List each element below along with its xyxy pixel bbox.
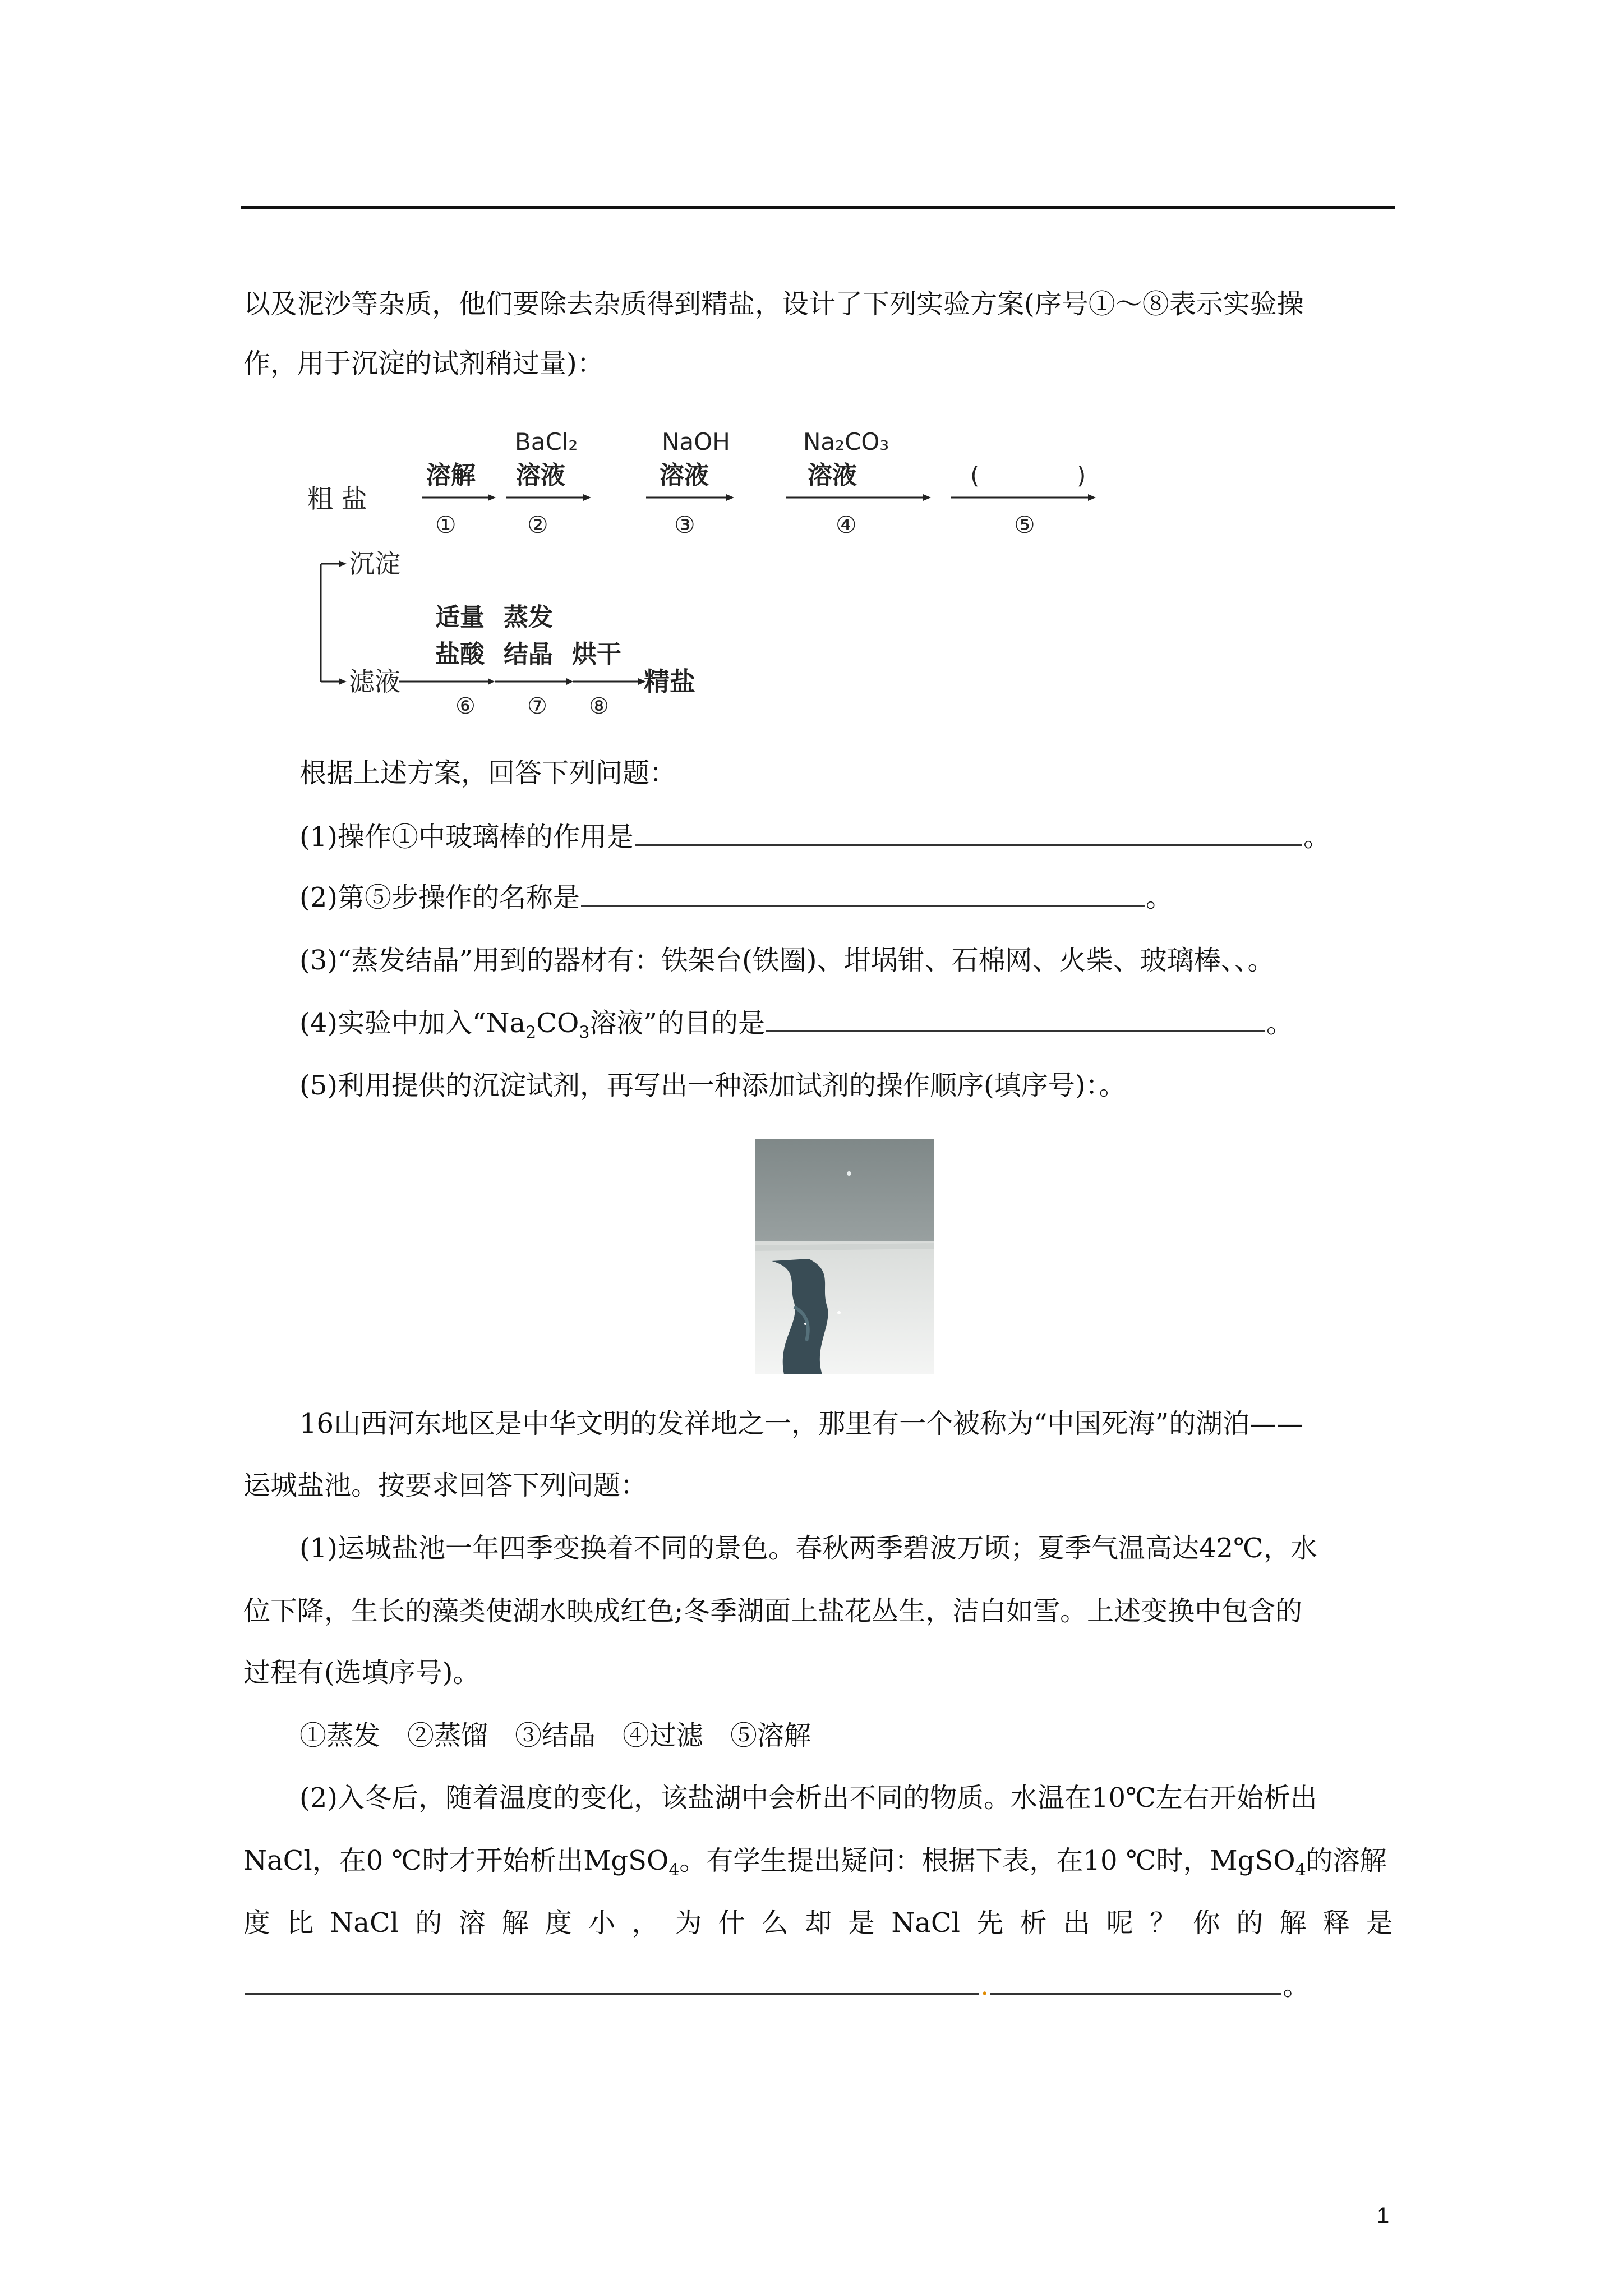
arrowhead-filtrate <box>339 678 347 685</box>
step5-number: ⑤ <box>1014 511 1035 539</box>
step2-reagent: BaCl₂ <box>515 428 578 455</box>
q16-part2-line-2-a: NaCl，在0 ℃时才开始析出MgSO <box>243 1845 669 1876</box>
q16-part2-line-2-c: 的溶解 <box>1306 1845 1387 1876</box>
step7-top: 蒸发 <box>504 603 553 632</box>
step7-bottom: 结晶 <box>504 640 553 669</box>
step3-number: ③ <box>674 511 695 539</box>
q15-part3: (3)“蒸发结晶”用到的器材有：铁架台(铁圈)、坩埚钳、石棉网、火柴、玻璃棒、、。 <box>299 945 1275 976</box>
arrowhead-1 <box>488 494 496 501</box>
q16-part2-sub-2: 4 <box>1295 1860 1306 1880</box>
q15-part4-post: 溶液”的目的是 <box>589 1007 765 1039</box>
q16-part2-line-3 <box>243 1906 1393 1940</box>
product-label: 精盐 <box>644 666 695 697</box>
word: 溶 <box>458 1907 486 1939</box>
word: ？ <box>1149 1907 1177 1939</box>
word: 的 <box>415 1907 442 1939</box>
word: 析 <box>1020 1907 1047 1939</box>
arrowhead-5 <box>1088 494 1096 501</box>
step2-text: 溶液 <box>516 461 565 490</box>
filtrate-label: 滤液 <box>349 666 400 697</box>
q16-answer-end: 。 <box>1283 1970 1310 2001</box>
word: NaCl <box>330 1907 399 1939</box>
arrowhead-6 <box>488 678 495 685</box>
q15-part4-sub2: 3 <box>579 1023 590 1043</box>
salt-lake-photo <box>755 1139 934 1374</box>
step6-bottom: 盐酸 <box>435 640 485 669</box>
arrowhead-3 <box>726 494 734 501</box>
step1-label: 溶解 <box>426 461 476 490</box>
word: 出 <box>1063 1907 1090 1939</box>
intro-line-1: 以及泥沙等杂质，他们要除去杂质得到精盐，设计了下列实验方案(序号①～⑧表示实验操 <box>243 288 1304 320</box>
word: 先 <box>976 1907 1004 1939</box>
word: 的 <box>1236 1907 1264 1939</box>
q16-part2-line-2-b: 。有学生提出疑问：根据下表，在10 ℃时，MgSO <box>679 1845 1295 1876</box>
step5-paren-open: ( <box>970 462 980 489</box>
word: ， <box>631 1907 659 1939</box>
q16-line-2: 运城盐池。按要求回答下列问题： <box>243 1470 648 1501</box>
q16-answer-blank-1 <box>245 1991 979 1995</box>
q16-answer-blank-2 <box>990 1991 1281 1995</box>
word: 是 <box>848 1907 875 1939</box>
word: 是 <box>1366 1907 1393 1939</box>
precipitate-label: 沉淀 <box>349 549 400 579</box>
word: 小 <box>588 1907 616 1939</box>
word: 释 <box>1322 1907 1350 1939</box>
arrowhead-precipitate <box>339 560 347 567</box>
q15-part2 <box>299 881 1173 914</box>
word: 为 <box>675 1907 702 1939</box>
step8-bottom: 烘干 <box>572 640 621 669</box>
q15-lead: 根据上述方案，回答下列问题： <box>299 757 677 789</box>
step7-number: ⑦ <box>527 693 547 719</box>
q15-part5: (5)利用提供的沉淀试剂，再写出一种添加试剂的操作顺序(填序号)：。 <box>299 1070 1126 1101</box>
flow-start-label: 粗 盐 <box>307 484 367 514</box>
flow-diagram <box>303 418 740 721</box>
step4-number: ④ <box>836 511 857 539</box>
q16-part2-line-1: (2)入冬后，随着温度的变化，该盐湖中会析出不同的物质。水温在10℃左右开始析出 <box>299 1782 1317 1814</box>
q16-part2-line-4 <box>243 1969 1310 2003</box>
q15-part4 <box>299 1006 1293 1050</box>
word: 解 <box>1279 1907 1307 1939</box>
q15-part2-end: 。 <box>1146 882 1173 913</box>
step3-reagent: NaOH <box>662 428 730 455</box>
q15-part4-pre: (4)实验中加入“Na <box>299 1007 526 1039</box>
header-rule <box>241 206 1395 209</box>
step3-text: 溶液 <box>660 461 709 490</box>
q16-answer-dot: . <box>980 1970 989 2001</box>
word: 解 <box>501 1907 529 1939</box>
q15-part4-end: 。 <box>1266 1007 1293 1039</box>
step2-number: ② <box>527 511 548 539</box>
step4-text: 溶液 <box>808 461 857 490</box>
word: 什 <box>718 1907 745 1939</box>
q16-part1-line-3: 过程有(选填序号)。 <box>243 1657 480 1688</box>
step4-reagent: Na₂CO₃ <box>803 428 889 455</box>
arrowhead-4 <box>923 494 931 501</box>
step6-number: ⑥ <box>455 693 476 719</box>
q15-part2-text: (2)第⑤步操作的名称是 <box>299 882 580 913</box>
q15-part4-mid: CO <box>536 1007 579 1039</box>
word: NaCl <box>891 1907 961 1939</box>
page-number: 1 <box>1377 2203 1390 2228</box>
word: 你 <box>1193 1907 1220 1939</box>
intro-line-2: 作，用于沉淀的试剂稍过量)： <box>243 348 604 379</box>
word: 度 <box>545 1907 572 1939</box>
q15-part4-blank <box>766 1028 1265 1032</box>
word: 却 <box>804 1907 832 1939</box>
q16-part2-sub-1: 4 <box>668 1860 680 1880</box>
q16-part2-line-2 <box>243 1844 1387 1888</box>
step6-top: 适量 <box>435 603 485 632</box>
arrowhead-2 <box>583 494 591 501</box>
q16-part1-line-2: 位下降，生长的藻类使湖水映成红色;冬季湖面上盐花丛生，洁白如雪。上述变换中包含的 <box>243 1595 1303 1627</box>
q16-part1-line-1: (1)运城盐池一年四季变换着不同的景色。春秋两季碧波万顷；夏季气温高达42℃，水 <box>299 1533 1317 1564</box>
q15-part1-blank <box>635 842 1302 846</box>
arrowhead-7 <box>566 678 573 685</box>
word: 呢 <box>1106 1907 1133 1939</box>
step1-number: ① <box>435 511 457 539</box>
q15-part1-text: (1)操作①中玻璃棒的作用是 <box>299 821 634 853</box>
q15-part1-end: 。 <box>1303 821 1331 853</box>
word: 么 <box>761 1907 789 1939</box>
q15-part4-sub1: 2 <box>525 1023 537 1043</box>
word: 比 <box>287 1907 314 1939</box>
flow-diagram-right <box>740 418 1127 541</box>
q15-part2-blank <box>581 903 1145 907</box>
q16-line-1: 16山西河东地区是中华文明的发祥地之一，那里有一个被称为“中国死海”的湖泊—— <box>299 1408 1304 1439</box>
step5-paren-close: ) <box>1077 462 1086 489</box>
q15-part1 <box>299 820 1330 854</box>
word: 度 <box>243 1907 271 1939</box>
step8-number: ⑧ <box>589 693 609 719</box>
q16-options: ①蒸发 ②蒸馏 ③结晶 ④过滤 ⑤溶解 <box>299 1720 811 1751</box>
